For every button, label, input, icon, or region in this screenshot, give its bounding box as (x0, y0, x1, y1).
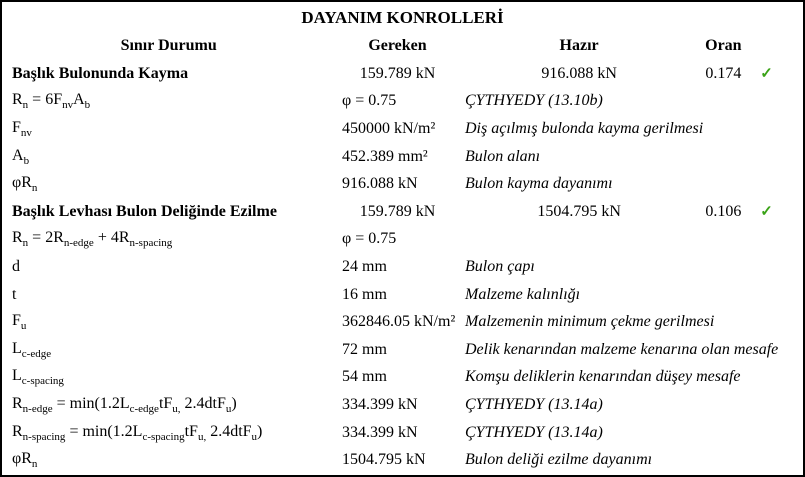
table-row (2, 253, 803, 281)
column-header-available: Hazır (559, 37, 599, 54)
required-value-cell: 916.088 kN (342, 175, 418, 193)
table-row (2, 391, 803, 419)
required-value-cell: φ = 0.75 (342, 230, 397, 248)
available-value-cell: ÇYTHYEDY (13.14a) (465, 423, 603, 441)
required-value-cell: 24 mm (342, 257, 387, 275)
report-title: DAYANIM KONROLLERİ (301, 8, 504, 27)
column-header-ratio: Oran (705, 37, 742, 54)
available-value-cell: Komşu deliklerin kenarından düşey mesafe (465, 368, 741, 386)
limit-state-cell: Başlık Bulonunda Kayma (12, 64, 189, 82)
required-value-cell: 72 mm (342, 340, 387, 358)
limit-state-cell: $R_n = 6F_{nv}A_b$ (12, 91, 91, 112)
limit-state-cell: d (12, 257, 20, 275)
available-value-cell: ÇYTHYEDY (13.10b) (465, 92, 603, 110)
limit-state-cell: $A_b$ (12, 146, 30, 167)
check-icon: ✓ (760, 204, 773, 221)
table-row (2, 115, 803, 143)
ratio-value-cell: 0.174 (705, 64, 742, 82)
table-row (2, 143, 803, 171)
limit-state-cell: $F_u$ (12, 312, 27, 333)
required-value-cell: 159.789 kN (359, 202, 436, 220)
table-row (2, 364, 803, 392)
table-row (2, 308, 803, 336)
required-value-cell: 1504.795 kN (342, 451, 426, 469)
limit-state-cell: $R_{n-spacing} = \min(1.2L_{c-spacing}tF_{u,}$ 2.4dtF$_u$) (12, 422, 263, 443)
table-row (2, 88, 803, 116)
limit-state-cell: Başlık Levhası Bulon Deliğinde Ezilme (12, 202, 277, 220)
limit-state-cell: t (12, 285, 17, 303)
table-row (2, 446, 803, 474)
limit-state-cell: $L_{c-spacing}$ (12, 367, 64, 388)
available-value-cell: ÇYTHYEDY (13.14a) (465, 395, 603, 413)
column-header-limit-state: Sınır Durumu (120, 37, 217, 54)
table-body (2, 60, 803, 474)
status-cell (748, 64, 803, 83)
available-value-cell: Diş açılmış bulonda kayma gerilmesi (465, 119, 704, 137)
status-cell (748, 202, 803, 221)
table-row (2, 336, 803, 364)
limit-state-cell: $\varphi R_n$ (12, 450, 38, 471)
limit-state-cell: $F_{nv}$ (12, 118, 32, 139)
column-header-required: Gereken (368, 37, 427, 54)
available-value-cell: Bulon kayma dayanımı (465, 175, 613, 193)
table-header-row (2, 32, 803, 60)
required-value-cell: 16 mm (342, 285, 387, 303)
required-value-cell: 362846.05 kN/m² (342, 313, 456, 331)
available-value-cell: 916.088 kN (541, 64, 617, 82)
limit-state-cell: $R_{n-edge} = \min(1.2L_{c-edge}tF_{u,}$ 2.4dtF$_u$) (12, 394, 237, 415)
available-value-cell: Bulon çapı (465, 257, 535, 275)
required-value-cell: 334.399 kN (342, 423, 418, 441)
table-row (2, 226, 803, 254)
available-value-cell: Bulon alanı (465, 147, 541, 165)
table-row (2, 198, 803, 226)
available-value-cell: Malzemenin minimum çekme gerilmesi (465, 313, 715, 331)
limit-state-cell: $R_n = 2R_{n-edge} + 4R_{n-spacing}$ (12, 229, 173, 250)
required-value-cell: 450000 kN/m² (342, 119, 436, 137)
limit-state-cell: $\varphi R_n$ (12, 174, 38, 195)
required-value-cell: 334.399 kN (342, 395, 418, 413)
required-value-cell: φ = 0.75 (342, 92, 397, 110)
table-row (2, 170, 803, 198)
check-icon: ✓ (760, 66, 773, 83)
required-value-cell: 54 mm (342, 368, 387, 386)
available-value-cell: Malzeme kalınlığı (465, 285, 581, 303)
available-value-cell: Delik kenarından malzeme kenarına olan mesafe (465, 340, 779, 358)
required-value-cell: 452.389 mm² (342, 147, 428, 165)
limit-state-cell: $L_{c-edge}$ (12, 339, 52, 360)
available-value-cell: Bulon deliği ezilme dayanımı (465, 451, 653, 469)
ratio-value-cell: 0.106 (705, 202, 742, 220)
table-row (2, 60, 803, 88)
required-value-cell: 159.789 kN (359, 64, 436, 82)
available-value-cell: 1504.795 kN (537, 202, 621, 220)
table-row (2, 419, 803, 447)
table-row (2, 281, 803, 309)
